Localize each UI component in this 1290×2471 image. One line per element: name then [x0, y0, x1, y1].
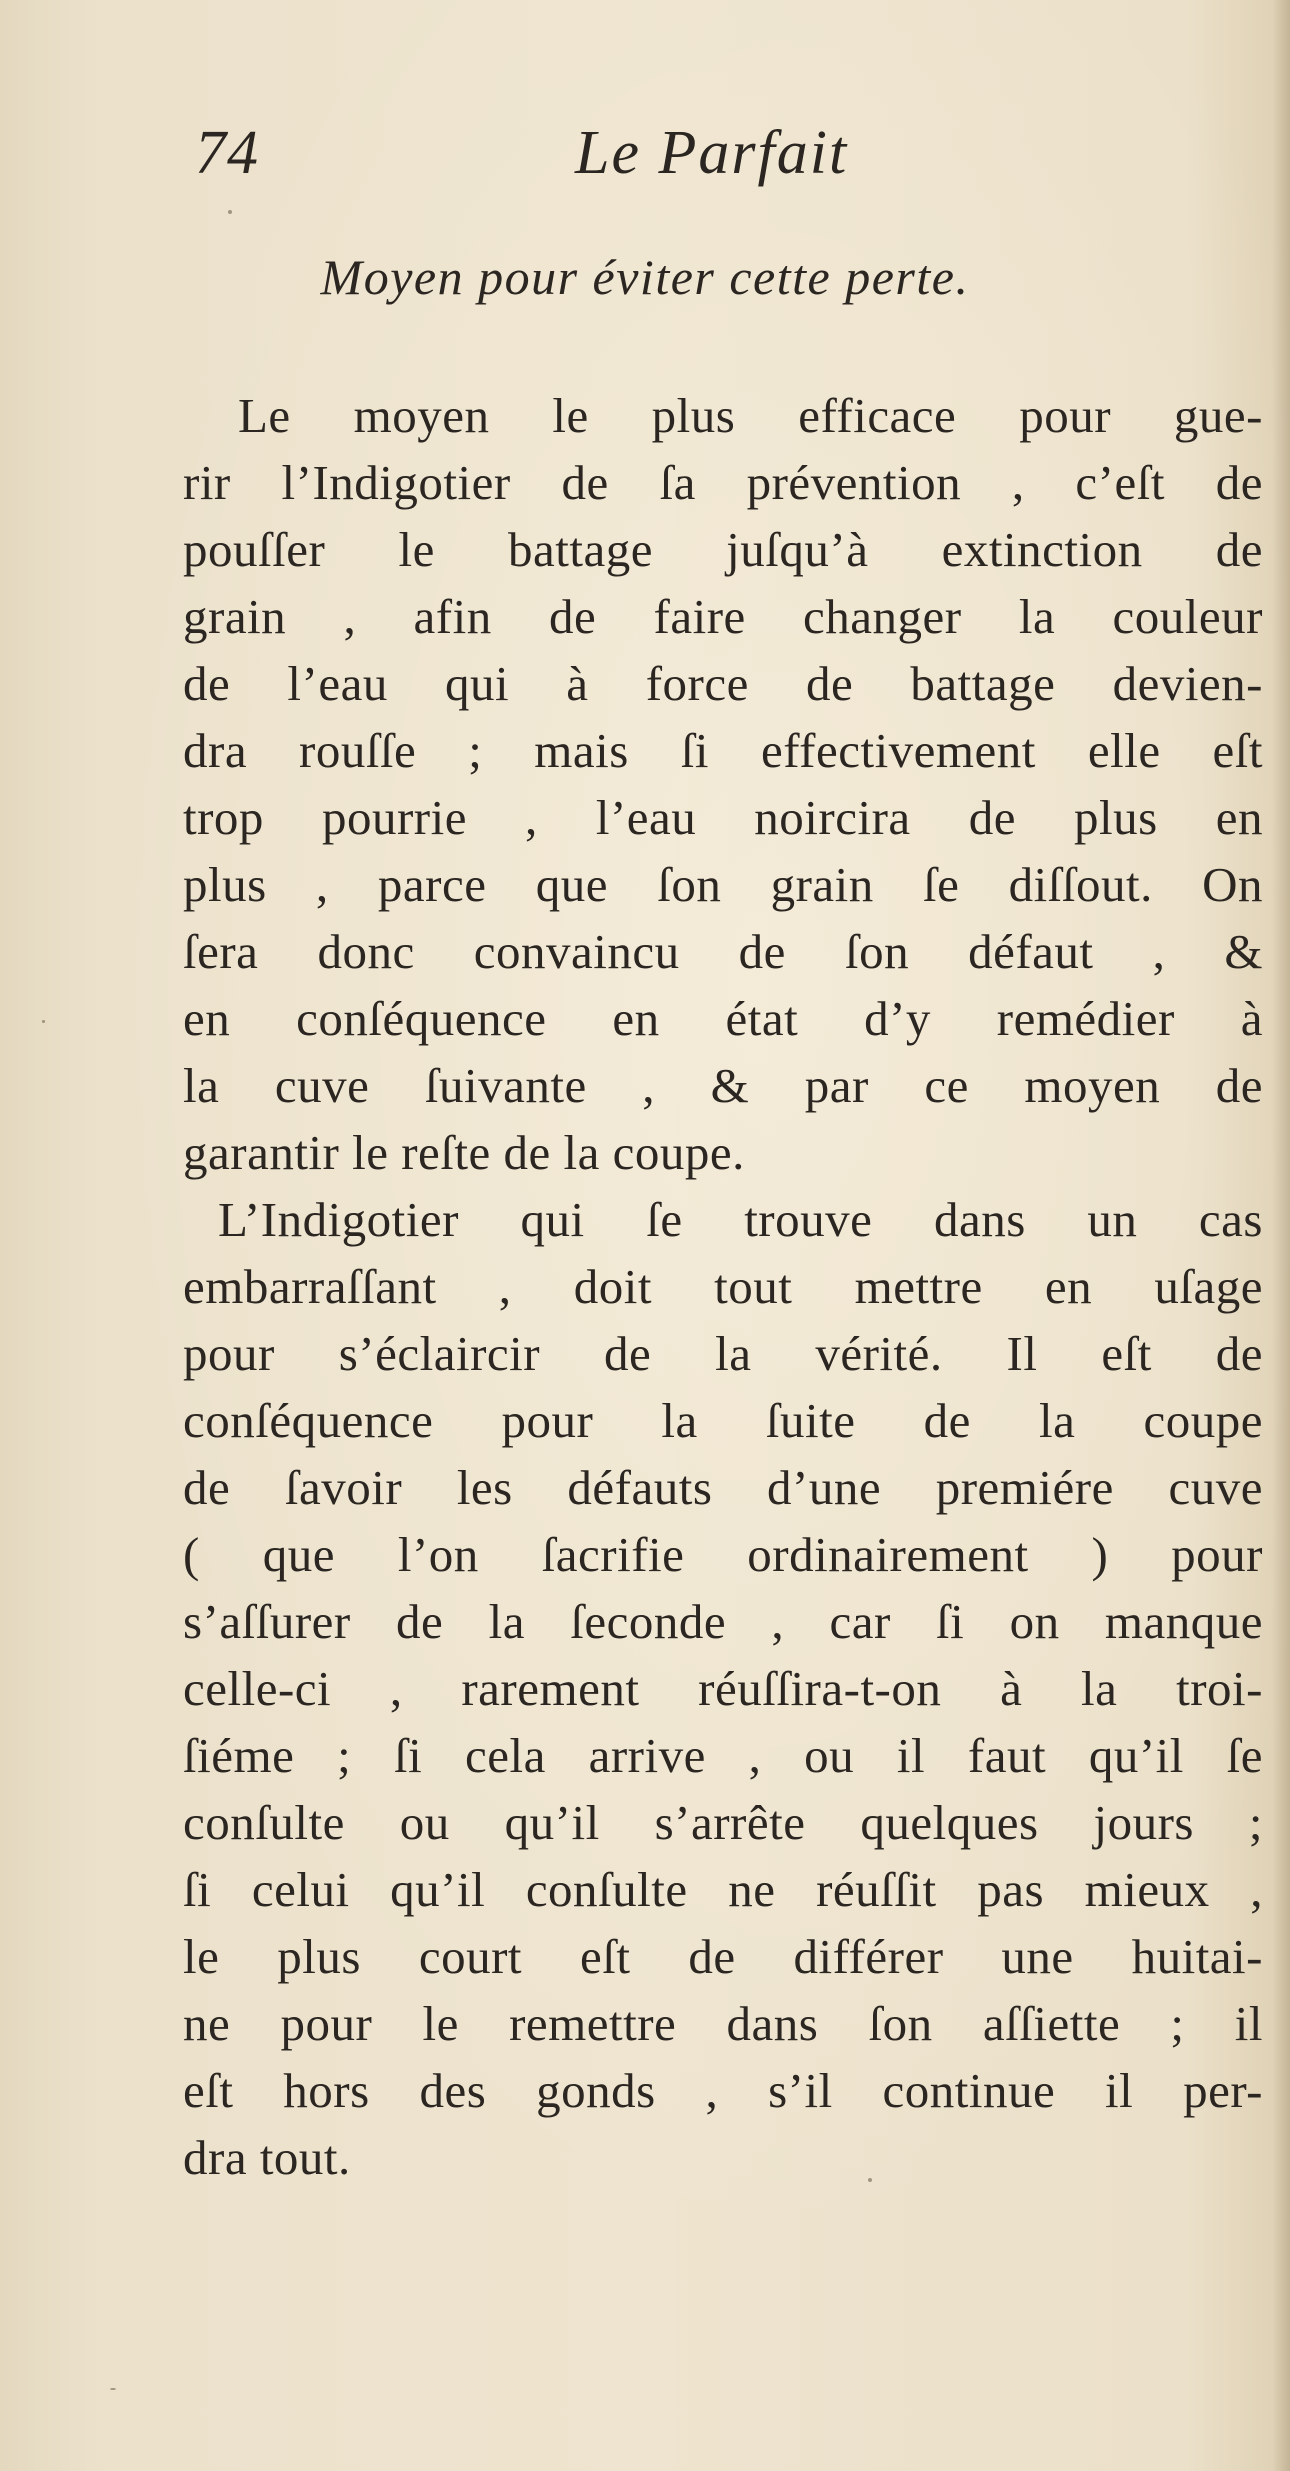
- text-line: conſéquence pour la ſuite de la coupe: [183, 1393, 1263, 1448]
- text-line: pouſſer le battage juſqu’à extinction de: [183, 522, 1263, 577]
- text-line: le plus court eſt de différer une huitai-: [183, 1929, 1263, 1984]
- text-line: Le moyen le plus efficace pour gue-: [238, 388, 1263, 443]
- text-line: L’Indigotier qui ſe trouve dans un cas: [218, 1192, 1263, 1247]
- paper-speck: [42, 1020, 45, 1023]
- text-line: embarraſſant , doit tout mettre en uſage: [183, 1259, 1263, 1314]
- section-heading: Moyen pour éviter cette perte.: [320, 249, 970, 305]
- running-head: [0, 118, 1290, 198]
- paper-speck: [868, 2178, 872, 2182]
- text-line: ſi celui qu’il conſulte ne réuſſit pas mieux ,: [183, 1862, 1263, 1917]
- running-title: Le Parfait: [575, 119, 849, 187]
- text-line: plus , parce que ſon grain ſe diſſout. On: [183, 857, 1263, 912]
- paper-speck: [228, 210, 232, 214]
- text-line: ſera donc convaincu de ſon défaut , &: [183, 924, 1263, 979]
- body-text: [183, 382, 1263, 2191]
- text-line: dra tout.: [183, 2130, 351, 2185]
- text-line: de l’eau qui à force de battage devien-: [183, 656, 1263, 711]
- text-line: eſt hors des gonds , s’il continue il per-: [183, 2063, 1263, 2118]
- text-line: la cuve ſuivante , & par ce moyen de: [183, 1058, 1263, 1113]
- page-number: 74: [195, 119, 259, 187]
- text-line: ſiéme ; ſi cela arrive , ou il faut qu’il ſe: [183, 1728, 1263, 1783]
- text-line: pour s’éclaircir de la vérité. Il eſt de: [183, 1326, 1263, 1381]
- text-line: dra rouſſe ; mais ſi effectivement elle eſt: [183, 723, 1263, 778]
- paper-speck: [110, 2388, 116, 2390]
- text-line: ne pour le remettre dans ſon aſſiette ; il: [183, 1996, 1263, 2051]
- text-line: s’aſſurer de la ſeconde , car ſi on manque: [183, 1594, 1263, 1649]
- text-line: de ſavoir les défauts d’une premiére cuve: [183, 1460, 1263, 1515]
- text-line: rir l’Indigotier de ſa prévention , c’eſt de: [183, 455, 1263, 510]
- page-edge-shadow: [1272, 0, 1290, 2471]
- text-line: celle-ci , rarement réuſſira-t-on à la troi-: [183, 1661, 1263, 1716]
- text-line: ( que l’on ſacrifie ordinairement ) pour: [183, 1527, 1263, 1582]
- text-line: conſulte ou qu’il s’arrête quelques jours ;: [183, 1795, 1263, 1850]
- text-line: trop pourrie , l’eau noircira de plus en: [183, 790, 1263, 845]
- text-line: grain , afin de faire changer la couleur: [183, 589, 1263, 644]
- text-line: en conſéquence en état d’y remédier à: [183, 991, 1263, 1046]
- text-line: garantir le reſte de la coupe.: [183, 1125, 745, 1180]
